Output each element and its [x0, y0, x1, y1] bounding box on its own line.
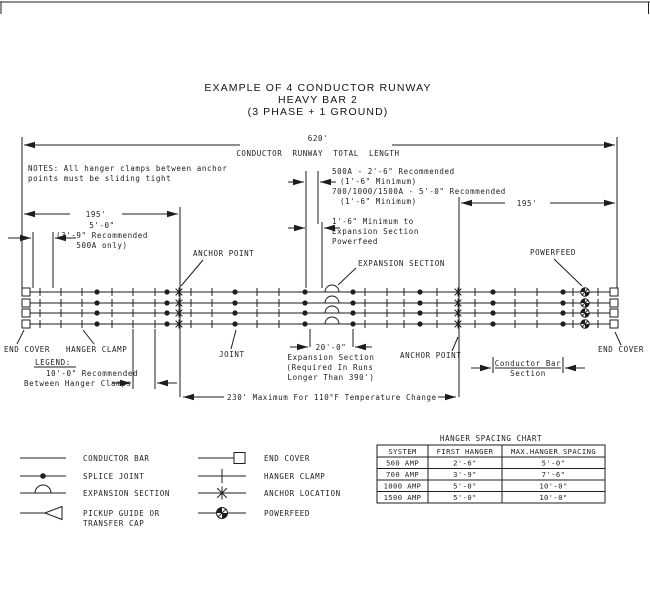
- leader-line: [554, 259, 582, 286]
- note-first-hanger-line3: 500A only): [76, 241, 128, 250]
- end-cover-left-label: END COVER: [4, 345, 51, 354]
- expansion-section-symbol: [325, 317, 339, 324]
- dim-total-label: CONDUCTOR RUNWAY TOTAL LENGTH: [236, 149, 400, 158]
- splice-joint-symbol: [560, 321, 565, 326]
- splice-joint-symbol: [350, 321, 355, 326]
- powerfeed-symbol: [217, 508, 228, 519]
- legend-item-expansion-section: [20, 485, 170, 498]
- splice-joint-symbol: [164, 310, 169, 315]
- end-cover-symbol: [22, 299, 30, 307]
- legend-label: END COVER: [264, 454, 311, 463]
- conductor-bar-section-line1: Conductor Bar: [494, 359, 562, 368]
- leader-line: [338, 268, 356, 285]
- splice-joint-symbol: [350, 289, 355, 294]
- leader-line: [17, 330, 24, 344]
- splice-joint-symbol: [94, 289, 99, 294]
- powerfeed-symbol: [581, 288, 589, 296]
- expansion-section-symbol: [325, 306, 339, 313]
- drawing-title-line3: (3 PHASE + 1 GROUND): [247, 106, 389, 118]
- end-cover-symbol: [610, 299, 618, 307]
- hanger-spacing-chart: [377, 434, 605, 503]
- note-first-hanger-line1: 5'-0": [89, 221, 115, 230]
- end-cover-symbol: [610, 288, 618, 296]
- splice-joint-symbol: [417, 300, 422, 305]
- callouts-above: [181, 248, 582, 286]
- splice-joint-symbol: [350, 300, 355, 305]
- legend-label: POWERFEED: [264, 509, 311, 518]
- powerfeed-symbol: [581, 309, 589, 317]
- end-cover-symbol: [22, 320, 30, 328]
- note-powerfeed-line1: 500A - 2'-6" Recommended: [332, 167, 455, 176]
- splice-joint-symbol: [302, 321, 307, 326]
- title-block: [204, 82, 431, 118]
- splice-joint-symbol: [417, 321, 422, 326]
- note-expansion-clearance-line2: Expansion Section: [332, 227, 419, 236]
- splice-joint-symbol: [164, 300, 169, 305]
- dim-expansion-line3: (Required In Runs: [286, 363, 374, 372]
- splice-joint-symbol: [560, 289, 565, 294]
- dim-left-195-value: 195': [85, 210, 107, 219]
- dim-right-195-value: 195': [516, 199, 538, 208]
- splice-joint-symbol: [560, 300, 565, 305]
- conductor-runway: [22, 285, 618, 329]
- table-header-cell: FIRST HANGER: [436, 447, 494, 456]
- pickup-guide-symbol: [45, 507, 62, 520]
- splice-joint-symbol: [232, 289, 237, 294]
- legend-label: EXPANSION SECTION: [83, 489, 170, 498]
- legend-item-end-cover: [198, 453, 310, 464]
- legend-item-pickup-guide: [20, 507, 160, 529]
- leader-line: [615, 332, 621, 345]
- drawing-title-line2: HEAVY BAR 2: [278, 94, 358, 106]
- sheet-border: [0, 2, 650, 14]
- table-cell: 1500 AMP: [383, 493, 422, 502]
- note-expansion-clearance-line3: Powerfeed: [332, 237, 379, 246]
- anchor-point-left-label: ANCHOR POINT: [193, 249, 255, 258]
- drawing-title-line1: EXAMPLE OF 4 CONDUCTOR RUNWAY: [204, 82, 432, 94]
- legend-label: ANCHOR LOCATION: [264, 489, 341, 498]
- splice-joint-symbol: [164, 289, 169, 294]
- splice-joint-symbol: [490, 300, 495, 305]
- splice-joint-symbol: [302, 310, 307, 315]
- splice-joint-symbol: [94, 321, 99, 326]
- chart-title: HANGER SPACING CHART: [439, 434, 543, 443]
- expansion-section-symbol: [325, 285, 339, 292]
- note-main-line1: NOTES: All hanger clamps between anchor: [28, 164, 228, 173]
- splice-joint-symbol: [417, 289, 422, 294]
- legend-label: SPLICE JOINT: [83, 472, 145, 481]
- splice-joint-symbol: [94, 300, 99, 305]
- note-legend-spacing: [24, 329, 177, 389]
- note-powerfeed-line3: 700/1000/1500A - 5'-0" Recommended: [332, 187, 506, 196]
- splice-joint-symbol: [490, 310, 495, 315]
- splice-joint-symbol: [560, 310, 565, 315]
- dimension-conductor-bar-section: [471, 357, 585, 378]
- anchor-point-right-label: ANCHOR POINT: [400, 351, 462, 360]
- dim-expansion-line4: Longer Than 390'): [287, 373, 375, 382]
- expansion-section-symbol: [35, 485, 51, 493]
- legend-label: CONDUCTOR BAR: [83, 454, 150, 463]
- splice-joint-symbol: [232, 310, 237, 315]
- legend-item-anchor-location: [198, 487, 341, 500]
- end-cover-symbol: [610, 309, 618, 317]
- table-cell: 10'-0": [539, 493, 568, 502]
- dimension-expansion-section: [287, 329, 375, 382]
- note-powerfeed-line4: (1'-6" Minimum): [340, 197, 417, 206]
- table-cell: 500 AMP: [385, 458, 420, 468]
- end-cover-symbol: [22, 309, 30, 317]
- splice-joint-symbol: [302, 289, 307, 294]
- splice-joint-symbol: [232, 321, 237, 326]
- dim-total-value: 620': [307, 134, 329, 143]
- symbol-legend: [20, 453, 341, 529]
- leader-line: [452, 337, 458, 351]
- table-cell: 10'-0": [539, 481, 568, 491]
- note-first-hanger: [8, 221, 148, 288]
- dimension-temperature: [183, 393, 456, 402]
- table-cell: 1000 AMP: [383, 481, 422, 491]
- end-cover-symbol: [610, 320, 618, 328]
- end-cover-symbol: [234, 453, 245, 464]
- legend-item-conductor-bar: [20, 454, 150, 463]
- dim-expansion-line1: 20'-0": [315, 343, 347, 352]
- legend-note-line2: 10'-0" Recommended: [46, 369, 139, 378]
- legend-item-splice-joint: [20, 472, 144, 481]
- table-cell: 5'-0": [453, 481, 477, 491]
- powerfeed-symbol: [581, 320, 589, 328]
- splice-joint-symbol: [417, 310, 422, 315]
- splice-joint-symbol: [164, 321, 169, 326]
- table-cell: 2'-6": [453, 458, 477, 468]
- hanger-clamp-label: HANGER CLAMP: [66, 345, 128, 354]
- table-cell: 700 AMP: [385, 470, 420, 479]
- table-header-cell: MAX.HANGER SPACING: [510, 447, 597, 456]
- legend-label: HANGER CLAMP: [264, 472, 326, 481]
- note-main-line2: points must be sliding tight: [28, 174, 172, 183]
- note-powerfeed-spacing: [288, 167, 506, 288]
- joint-label: JOINT: [219, 350, 245, 359]
- end-cover-symbol: [22, 288, 30, 296]
- table-cell: 5'-0": [453, 493, 477, 502]
- leader-line: [83, 330, 94, 344]
- note-hanger-clamps: [28, 164, 228, 183]
- powerfeed-label: POWERFEED: [530, 248, 577, 257]
- table-cell: 3'-9": [453, 470, 477, 479]
- end-cover-right-label: END COVER: [598, 345, 645, 354]
- powerfeed-symbol: [581, 299, 589, 307]
- note-powerfeed-line2: (1'-6" Minimum): [340, 177, 417, 186]
- table-header-cell: SYSTEM: [388, 447, 417, 456]
- note-first-hanger-line2: (3'-9" Recommended: [55, 231, 149, 240]
- note-expansion-clearance-line1: 1'-6" Minimum to: [332, 217, 414, 226]
- leader-line: [181, 260, 203, 286]
- splice-joint-symbol: [40, 473, 46, 479]
- legend-label: PICKUP GUIDE OR: [83, 509, 160, 518]
- legend-item-powerfeed: [198, 508, 310, 519]
- splice-joint-symbol: [302, 300, 307, 305]
- expansion-section-symbol: [325, 296, 339, 303]
- splice-joint-symbol: [490, 321, 495, 326]
- splice-joint-symbol: [350, 310, 355, 315]
- leader-line: [231, 330, 236, 349]
- splice-joint-symbol: [232, 300, 237, 305]
- legend-note-heading: LEGEND:: [35, 358, 71, 367]
- dim-temperature-label: 230' Maximum For 110°F Temperature Change: [227, 393, 437, 402]
- expansion-section-label: EXPANSION SECTION: [358, 259, 445, 268]
- table-cell: 5'-0": [541, 458, 566, 468]
- legend-note-line3: Between Hanger Clamps: [24, 379, 132, 388]
- conductor-bar-section-line2: Section: [510, 369, 546, 378]
- table-cell: 7'-6": [541, 470, 566, 479]
- splice-joint-symbol: [490, 289, 495, 294]
- legend-item-hanger-clamp: [198, 469, 325, 483]
- legend-label: TRANSFER CAP: [83, 519, 145, 528]
- dim-expansion-line2: Expansion Section: [287, 353, 375, 362]
- splice-joint-symbol: [94, 310, 99, 315]
- dimension-total-length: [22, 134, 617, 288]
